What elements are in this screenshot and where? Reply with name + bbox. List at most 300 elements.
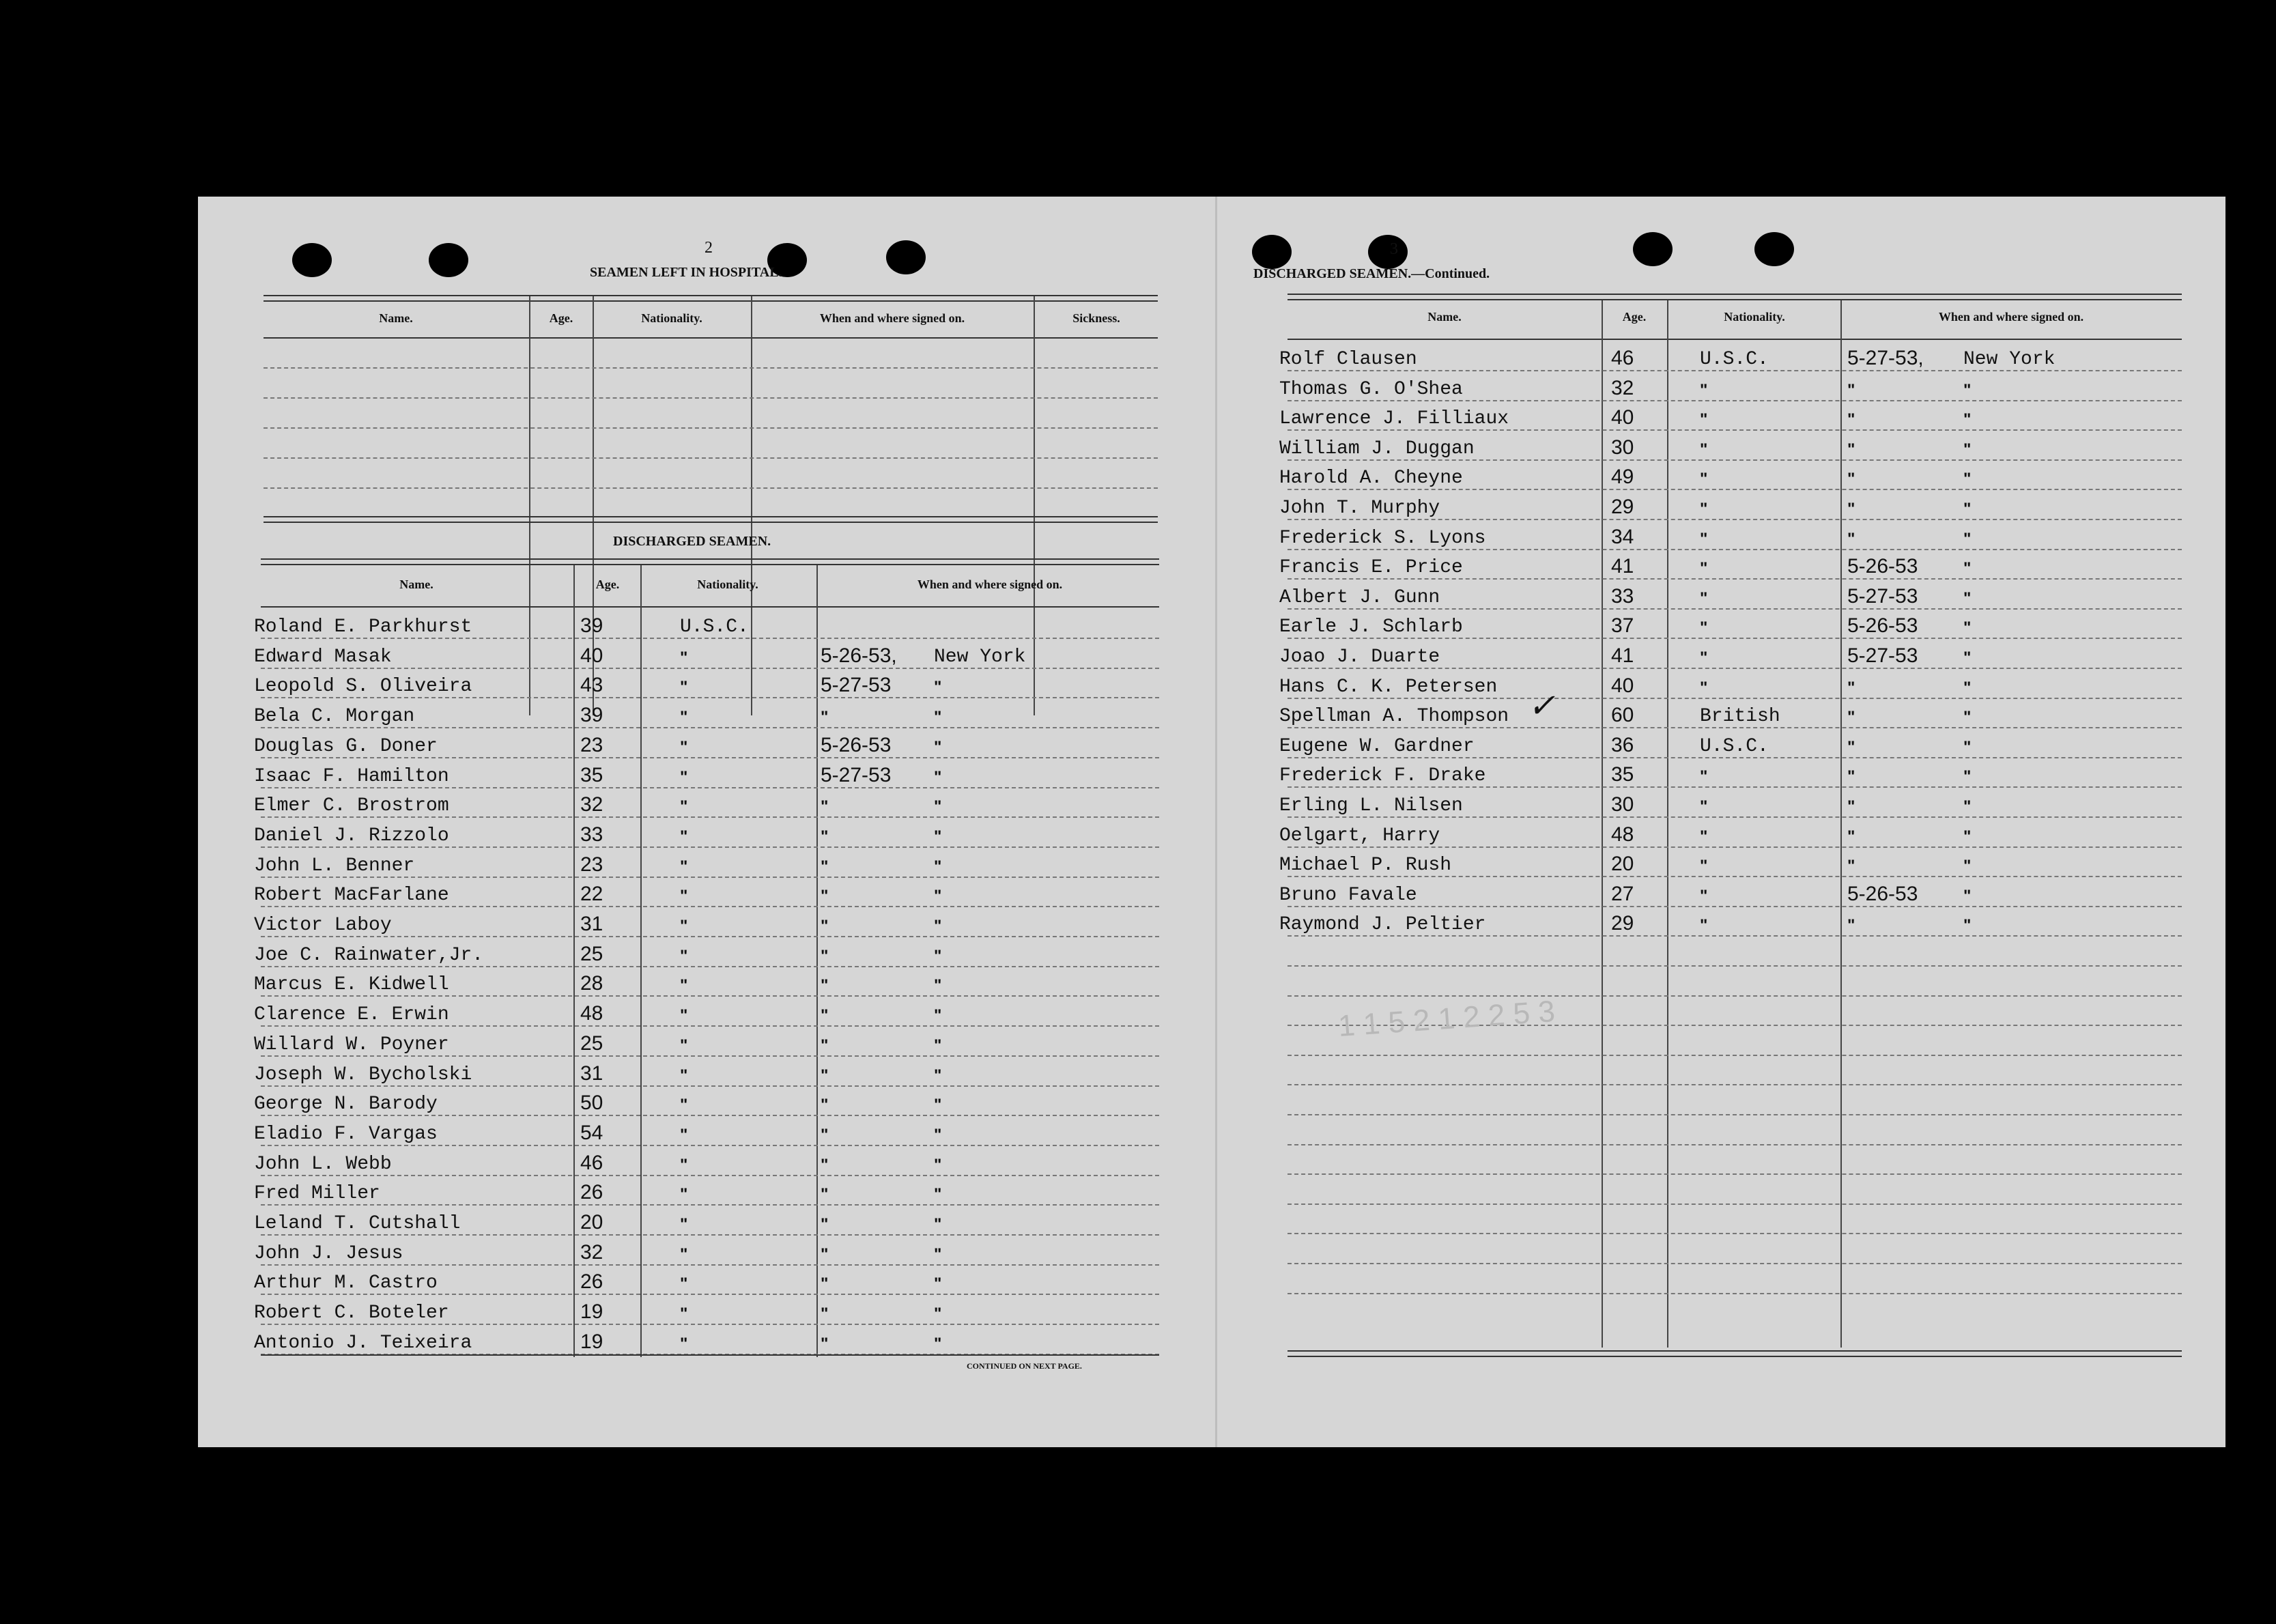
seaman-nationality: " (680, 737, 688, 756)
right-page (1222, 197, 2225, 1447)
seaman-name: Douglas G. Doner (254, 735, 438, 757)
signed-on-date: " (821, 1066, 829, 1085)
blank-row-line (1288, 1144, 2182, 1145)
signed-on-date: " (1847, 470, 1855, 489)
blank-row-line (1288, 1173, 2182, 1175)
punch-hole (429, 243, 468, 277)
signed-on-place: " (934, 708, 942, 727)
table-row (198, 609, 1208, 639)
seaman-age: 33 (1611, 584, 1634, 608)
checkmark: ✓ (1528, 688, 1556, 724)
seaman-age: 46 (1611, 347, 1634, 369)
table-row (1222, 431, 2225, 461)
table-row (1222, 788, 2225, 818)
seaman-name: George N. Barody (254, 1094, 438, 1115)
seaman-name: John T. Murphy (1279, 498, 1440, 519)
blank-row-line (264, 397, 1158, 399)
table-row (198, 907, 1208, 937)
seaman-name: Harold A. Cheyne (1279, 468, 1463, 489)
table-row (198, 1236, 1208, 1266)
table-row (1222, 371, 2225, 401)
signed-on-date: " (1847, 410, 1855, 429)
seaman-age: 22 (580, 883, 603, 906)
seaman-age: 43 (580, 674, 603, 697)
col-age: Age. (1622, 310, 1647, 324)
seaman-age: 20 (1611, 853, 1634, 876)
blank-row-line (1288, 1055, 2182, 1056)
seaman-nationality: " (680, 1244, 688, 1264)
signed-on-place: " (1963, 827, 1972, 846)
table-row (198, 1295, 1208, 1325)
signed-on-date: " (821, 1036, 829, 1055)
table-row (198, 698, 1208, 728)
seaman-name: Francis E. Price (1279, 557, 1463, 579)
seaman-age: 41 (1611, 644, 1634, 667)
punch-hole (292, 243, 332, 277)
signed-on-place: " (934, 1334, 942, 1353)
seaman-nationality: " (1700, 410, 1708, 429)
signed-on-place: " (1963, 737, 1972, 756)
seaman-age: 37 (1611, 614, 1634, 638)
signed-on-date: " (1847, 678, 1855, 697)
seaman-age: 35 (1611, 763, 1634, 786)
signed-on-place: " (934, 1006, 942, 1025)
table-row (1222, 401, 2225, 431)
signed-on-place: " (1963, 916, 1972, 935)
table-row (1222, 877, 2225, 907)
table-row (198, 1325, 1208, 1355)
table-row (198, 728, 1208, 758)
seaman-nationality: U.S.C. (1700, 735, 1769, 757)
blank-row-line (1288, 1203, 2182, 1205)
seaman-age: 60 (1611, 704, 1634, 727)
seaman-age: 28 (580, 972, 603, 995)
col-nationality: Nationality. (1724, 310, 1785, 324)
signed-on-date: " (821, 1185, 829, 1204)
rule (1288, 339, 2182, 340)
signed-on-date: " (1847, 827, 1855, 846)
seaman-name: Earle J. Schlarb (1279, 616, 1463, 638)
page-fold (1215, 197, 1217, 1447)
signed-on-place: New York (934, 646, 1026, 668)
seaman-name: Joao J. Duarte (1279, 646, 1440, 668)
seaman-age: 54 (580, 1121, 603, 1144)
seaman-nationality: " (680, 1096, 688, 1115)
col-name: Name. (1427, 310, 1462, 324)
blank-row-line (1288, 1233, 2182, 1234)
col-signed-on: When and where signed on. (819, 311, 965, 325)
seaman-age: 20 (580, 1211, 603, 1234)
signed-on-place: " (934, 737, 942, 756)
seaman-nationality: " (680, 767, 688, 786)
seaman-age: 36 (1611, 733, 1634, 756)
page-number: 3 (1390, 240, 1398, 258)
seaman-nationality: " (1700, 678, 1708, 697)
seaman-nationality: " (1700, 500, 1708, 518)
signed-on-date: " (821, 1244, 829, 1264)
seaman-nationality: " (1700, 529, 1708, 548)
blank-row-line (1288, 1293, 2182, 1294)
table-row (198, 997, 1208, 1027)
signed-on-place: " (934, 976, 942, 995)
signed-on-date: " (821, 1274, 829, 1294)
seaman-age: 40 (1611, 406, 1634, 429)
seaman-nationality: " (680, 648, 688, 667)
signed-on-date: " (1847, 857, 1855, 876)
blank-row-line (1288, 1114, 2182, 1115)
signed-on-place: " (1963, 500, 1972, 518)
seaman-nationality: " (680, 1125, 688, 1144)
page-number: 2 (705, 239, 713, 257)
seaman-nationality: " (1700, 380, 1708, 399)
table-row (1222, 341, 2225, 371)
seaman-nationality: " (680, 1274, 688, 1294)
seaman-age: 19 (580, 1330, 603, 1353)
discharged-section-title: DISCHARGED SEAMEN. (613, 534, 771, 549)
blank-row-line (264, 487, 1158, 489)
seaman-age: 27 (1611, 882, 1634, 905)
seaman-name: Eladio F. Vargas (254, 1123, 438, 1145)
signed-on-place: " (934, 1125, 942, 1144)
seaman-age: 32 (580, 793, 603, 816)
seaman-nationality: U.S.C. (1700, 349, 1769, 370)
signed-on-date: " (821, 887, 829, 906)
table-row (1222, 460, 2225, 490)
seaman-nationality: " (680, 827, 688, 846)
rule (1288, 299, 2182, 300)
table-row (198, 1176, 1208, 1206)
seaman-nationality: " (1700, 440, 1708, 459)
signed-on-date: " (1847, 767, 1855, 786)
table-row (198, 788, 1208, 818)
signed-on-place: " (1963, 857, 1972, 876)
signed-on-date: " (821, 1155, 829, 1174)
table-row (1222, 907, 2225, 937)
seaman-age: 32 (580, 1240, 603, 1264)
seaman-name: Edward Masak (254, 646, 392, 668)
signed-on-date: " (821, 857, 829, 876)
seaman-nationality: " (1700, 797, 1708, 816)
table-row (1222, 550, 2225, 580)
blank-row-line (264, 367, 1158, 369)
seaman-nationality: " (1700, 886, 1708, 905)
col-name: Name. (399, 578, 433, 591)
signed-on-place: " (934, 1185, 942, 1204)
signed-on-date: 5-27-53 (1847, 644, 1918, 667)
seaman-age: 23 (580, 853, 603, 876)
table-row (198, 1146, 1208, 1176)
table-row (1222, 520, 2225, 550)
faint-pencil-note: 1 1 5 2 1 2 2 5 3 (1337, 994, 1556, 1044)
col-age: Age. (549, 311, 573, 325)
rule (261, 558, 1159, 560)
signed-on-place: " (1963, 559, 1972, 578)
punch-hole (1633, 232, 1673, 266)
signed-on-place: " (1963, 588, 1972, 608)
seaman-name: Thomas G. O'Shea (1279, 378, 1463, 400)
seaman-name: Fred Miller (254, 1183, 380, 1205)
blank-row-line (1288, 1084, 2182, 1085)
blank-row-line (264, 457, 1158, 459)
seaman-name: Willard W. Poyner (254, 1034, 449, 1055)
seaman-age: 30 (1611, 793, 1634, 816)
seaman-name: Elmer C. Brostrom (254, 795, 449, 817)
seaman-nationality: " (680, 1305, 688, 1324)
seaman-age: 48 (580, 1002, 603, 1025)
seaman-name: Joseph W. Bycholski (254, 1064, 472, 1085)
signed-on-date: " (821, 1215, 829, 1234)
signed-on-date: " (821, 1305, 829, 1324)
seaman-nationality: " (680, 857, 688, 876)
seaman-nationality: U.S.C. (680, 616, 749, 638)
seaman-name: Leopold S. Oliveira (254, 676, 472, 698)
col-signed-on: When and where signed on. (917, 578, 1063, 591)
seaman-age: 35 (580, 763, 603, 786)
seaman-age: 48 (1611, 823, 1634, 846)
table-row (1222, 580, 2225, 610)
signed-on-date: " (821, 946, 829, 965)
seaman-name: Roland E. Parkhurst (254, 616, 472, 638)
signed-on-place: " (1963, 440, 1972, 459)
rule (264, 522, 1158, 523)
col-name: Name. (379, 311, 413, 325)
seaman-age: 19 (580, 1300, 603, 1324)
seaman-nationality: " (1700, 618, 1708, 638)
seaman-nationality: " (680, 887, 688, 906)
signed-on-place: " (934, 1274, 942, 1294)
table-row (198, 877, 1208, 907)
seaman-nationality: " (1700, 827, 1708, 846)
signed-on-date: " (821, 1096, 829, 1115)
seaman-nationality: " (680, 1006, 688, 1025)
seaman-name: Frederick S. Lyons (1279, 527, 1486, 549)
signed-on-date: 5-27-53 (821, 763, 892, 786)
seaman-name: Isaac F. Hamilton (254, 765, 449, 787)
table-row (1222, 609, 2225, 639)
seaman-nationality: " (1700, 916, 1708, 935)
table-row (1222, 758, 2225, 788)
rule (1288, 294, 2182, 295)
signed-on-place: " (1963, 649, 1972, 667)
signed-on-date: " (1847, 380, 1855, 399)
seaman-name: Arthur M. Castro (254, 1272, 438, 1294)
signed-on-date: " (821, 827, 829, 846)
seaman-nationality: " (680, 1066, 688, 1085)
signed-on-date: 5-26-53 (1847, 555, 1918, 578)
seaman-name: John L. Benner (254, 855, 415, 877)
seaman-name: Antonio J. Teixeira (254, 1332, 472, 1354)
seaman-nationality: " (1700, 767, 1708, 786)
signed-on-date: " (1847, 916, 1855, 935)
signed-on-place: " (1963, 797, 1972, 816)
rule (264, 516, 1158, 517)
left-page (198, 197, 1208, 1447)
punch-hole (1754, 232, 1794, 266)
seaman-age: 31 (580, 913, 603, 935)
table-row (198, 758, 1208, 788)
table-row (198, 1265, 1208, 1295)
blank-row-line (1288, 995, 2182, 997)
rule (1288, 1350, 2182, 1352)
seaman-age: 25 (580, 1031, 603, 1055)
col-age: Age. (595, 578, 620, 591)
signed-on-date: " (1847, 737, 1855, 756)
table-row (1222, 728, 2225, 758)
seaman-name: Eugene W. Gardner (1279, 735, 1475, 757)
signed-on-place: " (934, 857, 942, 876)
signed-on-place: " (934, 1096, 942, 1115)
table-row (1222, 818, 2225, 848)
seaman-age: 39 (580, 614, 603, 637)
signed-on-place: " (934, 678, 942, 697)
seaman-nationality: " (680, 917, 688, 935)
seaman-name: Robert C. Boteler (254, 1302, 449, 1324)
seaman-nationality: " (680, 708, 688, 727)
signed-on-place: " (934, 827, 942, 846)
col-nationality: Nationality. (697, 578, 758, 591)
seaman-age: 39 (580, 704, 603, 727)
signed-on-place: " (1963, 380, 1972, 399)
seaman-nationality: " (680, 1215, 688, 1234)
seaman-nationality: " (1700, 857, 1708, 876)
table-row (198, 1027, 1208, 1057)
signed-on-place: " (934, 1066, 942, 1085)
signed-on-place: " (1963, 767, 1972, 786)
seaman-nationality: " (680, 1036, 688, 1055)
signed-on-place: " (934, 1155, 942, 1174)
signed-on-date: " (1847, 708, 1855, 727)
signed-on-place: " (934, 1036, 942, 1055)
signed-on-date: 5-27-53 (1847, 584, 1918, 608)
col-sickness: Sickness. (1072, 311, 1120, 325)
seaman-name: Raymond J. Peltier (1279, 914, 1486, 936)
seaman-name: John L. Webb (254, 1153, 392, 1175)
seaman-name: Spellman A. Thompson (1279, 706, 1509, 728)
seaman-name: Daniel J. Rizzolo (254, 825, 449, 846)
signed-on-place: " (934, 1215, 942, 1234)
seaman-age: 29 (1611, 496, 1634, 518)
signed-on-place: " (1963, 708, 1972, 727)
rule (1288, 1356, 2182, 1357)
table-row (198, 937, 1208, 967)
signed-on-date: " (821, 797, 829, 816)
seaman-name: Marcus E. Kidwell (254, 974, 449, 996)
seaman-name: Rolf Clausen (1279, 349, 1417, 370)
seaman-age: 49 (1611, 466, 1634, 489)
seaman-nationality: British (1700, 706, 1780, 728)
seaman-name: William J. Duggan (1279, 438, 1475, 459)
signed-on-date: " (821, 1006, 829, 1025)
seaman-age: 40 (1611, 674, 1634, 697)
table-row (1222, 669, 2225, 699)
signed-on-date: " (1847, 797, 1855, 816)
seaman-name: Joe C. Rainwater,Jr. (254, 944, 484, 966)
seaman-name: Hans C. K. Petersen (1279, 676, 1498, 698)
seaman-nationality: " (680, 678, 688, 697)
seaman-nationality: " (1700, 649, 1708, 667)
right-section-title: DISCHARGED SEAMEN.—Continued. (1253, 266, 1490, 281)
seaman-name: John J. Jesus (254, 1242, 403, 1264)
seaman-name: Leland T. Cutshall (254, 1213, 461, 1234)
table-row (198, 1206, 1208, 1236)
signed-on-date: 5-26-53 (1847, 882, 1918, 905)
blank-row-line (1288, 1263, 2182, 1264)
seaman-name: Bela C. Morgan (254, 706, 415, 728)
table-row (1222, 639, 2225, 669)
punch-hole (886, 240, 926, 274)
crew-list-sheet (198, 197, 2225, 1447)
hospital-section-title: SEAMEN LEFT IN HOSPITAL. (590, 265, 782, 280)
rule (264, 300, 1158, 302)
signed-on-place: " (934, 946, 942, 965)
seaman-age: 46 (580, 1151, 603, 1174)
signed-on-date: " (821, 976, 829, 995)
punch-hole (1252, 235, 1292, 269)
seaman-age: 50 (580, 1092, 603, 1115)
rule (261, 564, 1159, 565)
seaman-name: Victor Laboy (254, 915, 392, 936)
seaman-nationality: " (680, 946, 688, 965)
continued-note: CONTINUED ON NEXT PAGE. (967, 1361, 1082, 1371)
signed-on-place: " (934, 1305, 942, 1324)
table-row (1222, 698, 2225, 728)
table-row (1222, 847, 2225, 877)
blank-row-line (1288, 965, 2182, 967)
row-line (1288, 935, 2182, 937)
seaman-age: 26 (580, 1270, 603, 1294)
table-row (198, 848, 1208, 878)
seaman-age: 32 (1611, 376, 1634, 399)
table-row (1222, 490, 2225, 520)
signed-on-date: " (821, 917, 829, 935)
table-row (198, 967, 1208, 997)
signed-on-place: " (1963, 470, 1972, 489)
signed-on-date: " (1847, 500, 1855, 518)
seaman-age: 41 (1611, 555, 1634, 578)
table-row (198, 1116, 1208, 1146)
seaman-nationality: " (680, 1185, 688, 1204)
seaman-name: Albert J. Gunn (1279, 586, 1440, 608)
seaman-age: 25 (580, 942, 603, 965)
col-nationality: Nationality. (641, 311, 702, 325)
seaman-nationality: " (680, 1155, 688, 1174)
signed-on-place: " (1963, 618, 1972, 638)
punch-hole (1368, 235, 1408, 269)
table-row (198, 668, 1208, 698)
seaman-age: 33 (580, 823, 603, 846)
seaman-nationality: " (1700, 470, 1708, 489)
signed-on-place: " (1963, 886, 1972, 905)
seaman-age: 29 (1611, 912, 1634, 935)
seaman-nationality: " (680, 976, 688, 995)
rule (264, 295, 1158, 296)
table-row (198, 1086, 1208, 1116)
table-row (198, 818, 1208, 848)
seaman-name: Lawrence J. Filliaux (1279, 408, 1509, 430)
seaman-name: Michael P. Rush (1279, 855, 1452, 877)
blank-row-line (264, 427, 1158, 429)
seaman-name: Bruno Favale (1279, 884, 1417, 906)
signed-on-place: " (1963, 529, 1972, 548)
signed-on-place: " (1963, 678, 1972, 697)
seaman-name: Frederick F. Drake (1279, 765, 1486, 787)
signed-on-date: 5-26-53 (1847, 614, 1918, 638)
signed-on-date: 5-26-53 (821, 733, 892, 756)
signed-on-date: 5-26-53, (821, 644, 897, 667)
signed-on-place: " (934, 887, 942, 906)
signed-on-place: " (934, 767, 942, 786)
seaman-age: 34 (1611, 525, 1634, 548)
